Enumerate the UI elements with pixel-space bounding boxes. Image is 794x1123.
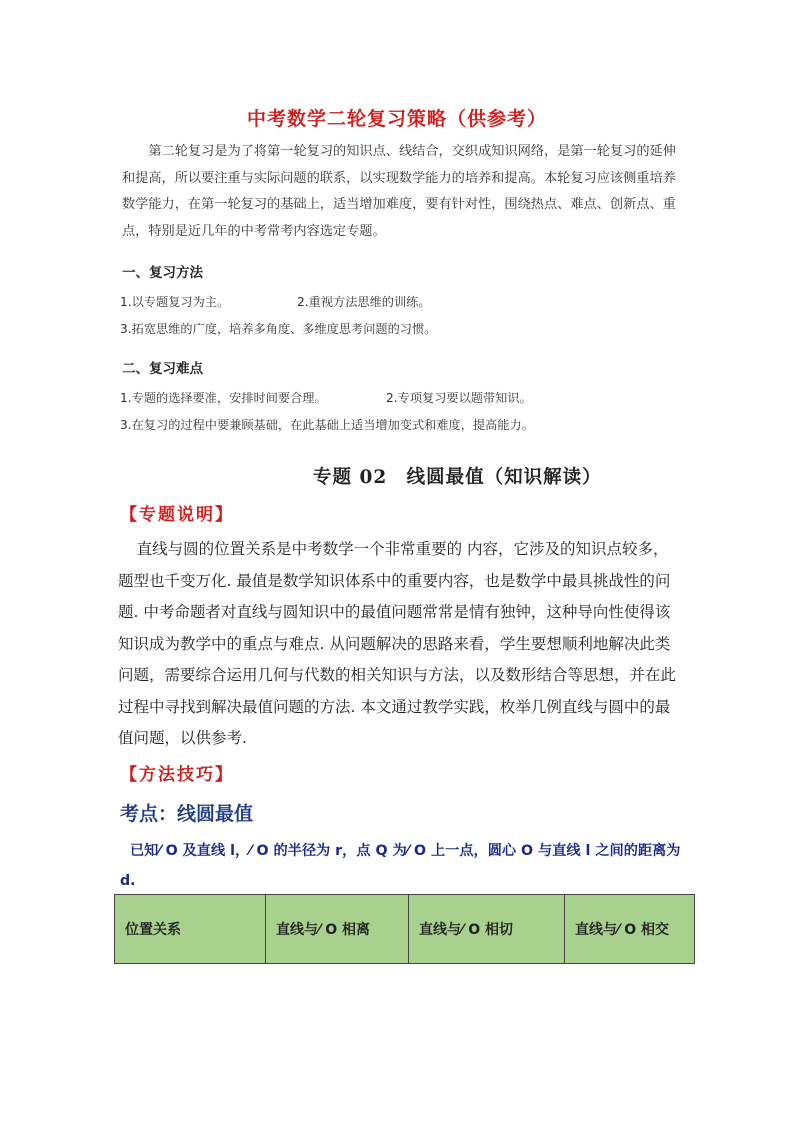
list-item: 1.以专题复习为主。 [120,295,230,309]
section-heading-methods: 一、复习方法 [122,265,203,281]
table-cell: 直线与⁄ O 相交 [565,895,695,964]
kaodian-heading: 考点：线圆最值 [120,803,254,825]
topic-label: 【专题说明】 [120,505,234,525]
list-item: 2.专项复习要以题带知识。 [386,391,532,405]
known-conditions: 已知⁄ O 及直线 l，⁄ O 的半径为 r，点 Q 为⁄ O 上一点，圆心 O 与直线 l 之间的距离为 d. [120,843,681,889]
topic-title: 专题 02 线圆最值（知识解读） [313,467,602,488]
section-heading-difficulties: 二、复习难点 [122,361,203,377]
topic-paragraph: 直线与圆的位置关系是中考数学一个非常重要的 内容，它涉及的知识点较多，题型也千变万化. 最值是数学知识体系中的重要内容，也是数学中最具挑战性的问题. 中考命题者对直线与圆知识中的最值问题常常是情有独钟，这种导向性使得该知识成为教学中的重点与难点. 从问题解决的思路来看，学生要想顺利地解决此类 问题，需要综合运用几何与代数的相关知识与方法，以及数形结合等思想，并在此过程中寻找到解决最值问题的方法. 本文通过教学实践，枚举几例直线与圆中的最值问题，以供参考. [118,540,677,747]
table-cell: 位置关系 [115,895,266,964]
list-item: 1.专题的选择要准，安排时间要合理。 [120,391,327,405]
table-row [115,895,695,964]
document-title: 中考数学二轮复习策略（供参考） [246,108,547,130]
position-relation-table [114,894,695,964]
list-item: 3.在复习的过程中要兼顾基础，在此基础上适当增加变式和难度，提高能力。 [120,418,534,432]
method-label: 【方法技巧】 [120,765,234,785]
table-cell: 直线与⁄ O 相切 [409,895,565,964]
list-item: 2.重视方法思维的训练。 [297,295,431,309]
intro-paragraph [122,139,678,245]
intro-text: 第二轮复习是为了将第一轮复习的知识点、线结合，交织成知识网络，是第一轮复习的延伸和提高，所以要注重与实际问题的联系，以实现数学能力的培养和提高。本轮复习应该侧重培养数学能力，在第一轮复习的基础上，适当增加难度，要有针对性，围绕热点、难点、创新点、重点，特别是近几年的中考常考内容选定专题。 [122,144,676,239]
table-cell: 直线与⁄ O 相离 [266,895,409,964]
list-item: 3.拓宽思维的广度，培养多角度、多维度思考问题的习惯。 [120,322,437,336]
